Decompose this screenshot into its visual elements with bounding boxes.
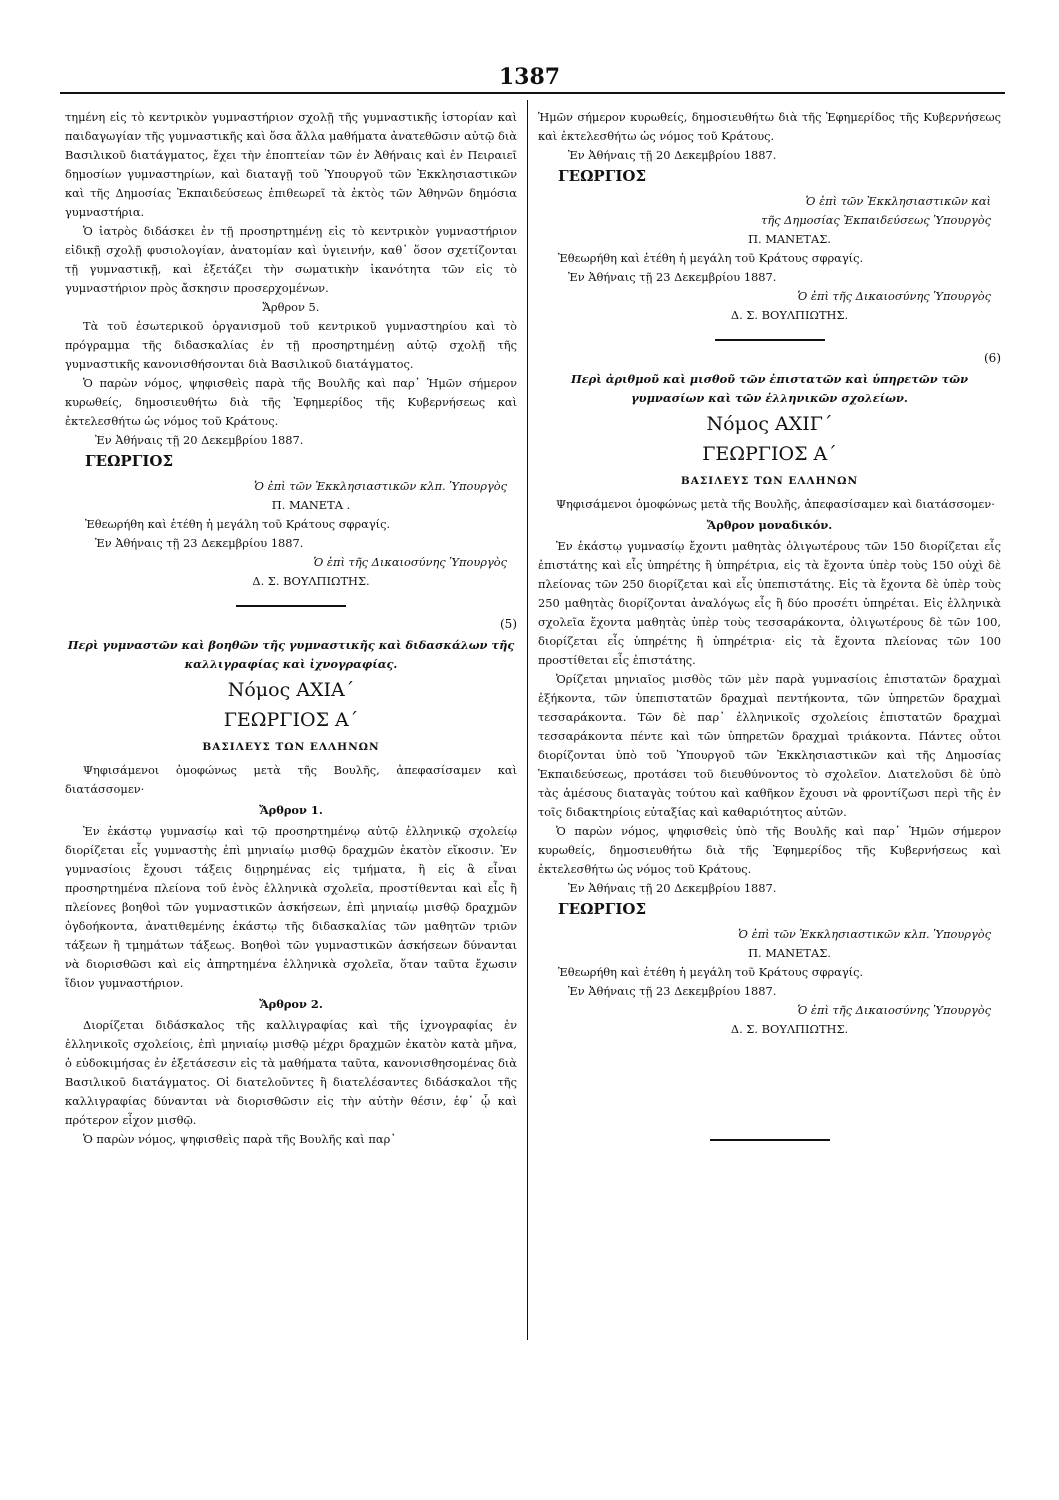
seal-line: Ἐθεωρήθη καὶ ἐτέθη ἡ μεγάλη τοῦ Κράτους σφραγίς.	[85, 517, 391, 531]
article-text-salaries: Ὁρίζεται μηνιαῖος μισθὸς τῶν μὲν παρὰ γυμνασίοις ἐπιστατῶν δραχμαὶ ἑξήκοντα, τῶν ὑπεπιστατῶν δραχμαὶ πεντήκοντα, τῶν ὑπηρετῶν δραχμαὶ τεσσαράκοντα. Τῶν δὲ παρ᾽ ἑλληνικοῖς σχολείοις ἐπιστατῶν δραχμαὶ τεσσαράκοντα πέντε καὶ τῶν ὑπηρετῶν δραχμαὶ τριάκοντα. Πάντες οὗτοι διορίζονται ὑπὸ τοῦ Ὑπουργοῦ τῶν Ἐκκλησιαστικῶν καὶ τῆς Δημοσίας Ἐκπαιδεύσεως, προτάσει τοῦ διευθύνοντος τὸ σχολεῖον. Διατελοῦσι δὲ ὑπὸ τὰς ἀμέσους διαταγὰς τούτου καὶ καθῆκον ἔχουσι νὰ φροντίζωσι περὶ τῆς ἐν τοῖς διδακτηρίοις εὐταξίας καὶ καθαριότητος αὐτῶν.	[538, 672, 1001, 819]
minister-name: Π. ΜΑΝΕΤΑΣ.	[748, 232, 831, 246]
justice-minister-title: Ὁ ἐπὶ τῆς Δικαιοσύνης Ὑπουργὸς	[797, 289, 991, 303]
law-number: Νόμος ΑΧΙΑ΄	[227, 679, 355, 701]
seal-line: Ἐθεωρήθη καὶ ἐτέθη ἡ μεγάλη τοῦ Κράτους σφραγίς.	[558, 251, 864, 265]
minister-name: Π. ΜΑΝΕΤΑΣ.	[748, 946, 831, 960]
continuation-paragraph: Ἡμῶν σήμερον κυρωθείς, δημοσιευθήτω διὰ τῆς Ἐφημερίδος τῆς Κυβερνήσεως καὶ ἐκτελεσθήτω ὡς νόμος τοῦ Κράτους.	[538, 110, 1001, 143]
intro-paragraph: τημένη εἰς τὸ κεντρικὸν γυμναστήριον σχολῇ τῆς γυμναστικῆς ἱστορίαν καὶ παιδαγωγίαν τῆς γυμναστικῆς καὶ ὅσα ἄλλα μαθήματα ἀνατεθῶσιν αὐτῷ διὰ Βασιλικοῦ διατάγματος, ἔχει τὴν ἐποπτείαν τῶν ἐν Ἀθήναις καὶ ἐν Πειραιεῖ δημοσίων γυμναστηρίων, καὶ διαταγῇ τοῦ Ὑπουργοῦ τῶν Ἐκκλησιαστικῶν καὶ τῆς Δημοσίας Ἐκπαιδεύσεως ἐπιθεωρεῖ τὰ ἐκτὸς τῶν Ἀθηνῶν δημόσια γυμναστήρια.	[65, 110, 517, 219]
note-number: (5)	[500, 617, 517, 631]
article-1-text: Ἐν ἑκάστῳ γυμνασίῳ καὶ τῷ προσηρτημένῳ αὐτῷ ἑλληνικῷ σχολείῳ διορίζεται εἷς γυμναστὴς ἐπὶ μηνιαίῳ μισθῷ δραχμῶν ἑκατὸν εἴκοσιν. Ἐν γυμνασίοις ἔχουσι τάξεις διῃρημένας εἰς τμήματα, ἢ εἰς ἃ εἶναι προσηρτημένα πλείονα τοῦ ἑνὸς ἑλληνικὰ σχολεῖα, προστίθενται καὶ εἷς ἢ πλείονες βοηθοὶ τῶν γυμναστικῶν ἀσκήσεων, ἐπὶ μηνιαίῳ μισθῷ δραχμῶν ὀγδοήκοντα, ἀνατιθεμένης ἑκάστῳ τῆς διδασκαλίας τῶν μαθητῶν τριῶν τάξεων ἢ τμημάτων τάξεως. Βοηθοὶ τῶν γυμναστικῶν ἀσκήσεων δύνανται νὰ διορισθῶσι καὶ εἰς ἀπηρτημένα ἑλληνικὰ σχολεῖα, ὅταν ταῦτα ἔχωσιν ἴδιον γυμναστήριον.	[65, 824, 517, 990]
note-number: (6)	[984, 351, 1001, 365]
minister-title: Ὁ ἐπὶ τῶν Ἐκκλησιαστικῶν καὶ	[805, 194, 991, 208]
date-line: Ἐν Ἀθήναις τῇ 20 Δεκεμβρίου 1887.	[568, 148, 777, 162]
justice-minister-name: Δ. Σ. ΒΟΥΛΠΙΩΤΗΣ.	[252, 574, 370, 588]
law-topic: Περὶ γυμναστῶν καὶ βοηθῶν τῆς γυμναστικῆς καὶ διδασκάλων τῆς καλλιγραφίας καὶ ἰχνογραφίας.	[67, 638, 515, 671]
preamble: Ψηφισάμενοι ὁμοφώνως μετὰ τῆς Βουλῆς, ἀπεφασίσαμεν καὶ διατάσσομεν·	[556, 497, 995, 511]
date-line: Ἐν Ἀθήναις τῇ 23 Δεκεμβρίου 1887.	[568, 984, 777, 998]
date-line: Ἐν Ἀθήναις τῇ 20 Δεκεμβρίου 1887.	[95, 433, 304, 447]
physician-paragraph: Ὁ ἰατρὸς διδάσκει ἐν τῇ προσηρτημένῃ εἰς τὸ κεντρικὸν γυμναστήριον εἰδικῇ σχολῇ φυσιολογίαν, ἀνατομίαν καὶ ὑγιεινήν, καθ᾽ ὅσον σχετίζονται τῇ γυμναστικῇ, καὶ ἐξετάζει τὴν σωματικὴν ἱκανότητα τῶν εἰς τὸ γυμναστήριον πρὸς ἄσκησιν προσερχομένων.	[65, 224, 517, 295]
header-rule	[60, 92, 1005, 94]
page-number: 1387	[498, 64, 561, 90]
king-signature: ΓΕΩΡΓΙΟΣ	[558, 167, 647, 185]
justice-minister-name: Δ. Σ. ΒΟΥΛΠΙΩΤΗΣ.	[730, 308, 849, 322]
law-number: Νόμος ΑΧΙΓ΄	[706, 413, 833, 435]
preamble: Ψηφισάμενοι ὁμοφώνως μετὰ τῆς Βουλῆς, ἀπεφασίσαμεν καὶ διατάσσομεν·	[65, 763, 517, 796]
justice-minister-name: Δ. Σ. ΒΟΥΛΠΙΩΤΗΣ.	[730, 1022, 849, 1036]
section-separator	[715, 339, 825, 341]
minister-title: τῆς Δημοσίας Ἐκπαιδεύσεως Ὑπουργὸς	[761, 213, 991, 227]
article-single-heading: Ἄρθρον μοναδικόν.	[706, 518, 833, 532]
king-title: ΓΕΩΡΓΙΟΣ Α΄	[223, 709, 359, 731]
king-subtitle: ΒΑΣΙΛΕΥΣ ΤΩΝ ΕΛΛΗΝΩΝ	[680, 475, 859, 487]
right-column	[538, 108, 1001, 1149]
law-topic: Περὶ ἀριθμοῦ καὶ μισθοῦ τῶν ἐπιστατῶν καὶ ὑπηρετῶν τῶν γυμνασίων καὶ τῶν ἑλληνικῶν σχολείων.	[570, 372, 969, 405]
article-1-heading: Ἄρθρον 1.	[259, 803, 323, 817]
article-2-text: Διορίζεται διδάσκαλος τῆς καλλιγραφίας καὶ τῆς ἰχνογραφίας ἐν ἑλληνικοῖς σχολείοις, ἐπὶ μηνιαίῳ μισθῷ μέχρι δραχμῶν ἑκατὸν κατὰ μῆνα, ὁ εὐδοκιμήσας ἐν ἐξετάσεσιν εἰς τὰ μαθήματα ταῦτα, κανονισθησομένας διὰ Βασιλικοῦ διατάγματος. Οἱ διατελοῦντες ἢ διατελέσαντες διδάσκαλοι τῆς καλλιγραφίας δύνανται νὰ διορισθῶσιν εἰς τὴν αὐτὴν θέσιν, ἐφ᾽ ᾧ καὶ πρότερον εἶχον μισθῷ.	[65, 1018, 517, 1127]
end-separator	[710, 1139, 830, 1141]
king-signature: ΓΕΩΡΓΙΟΣ	[85, 452, 174, 470]
king-subtitle: ΒΑΣΙΛΕΥΣ ΤΩΝ ΕΛΛΗΝΩΝ	[202, 741, 380, 753]
minister-title: Ὁ ἐπὶ τῶν Ἐκκλησιαστικῶν κλπ. Ὑπουργὸς	[254, 479, 507, 493]
article-text-staff: Ἐν ἑκάστῳ γυμνασίῳ ἔχοντι μαθητὰς ὀλιγωτέρους τῶν 150 διορίζεται εἷς ἐπιστάτης καὶ εἷς ὑπηρέτης ἢ ὑπηρέτρια, εἰς τὰ ἔχοντα ὑπὲρ τοὺς 150 οὐχὶ δὲ πλείονας τῶν 250 διορίζεται καὶ εἷς ὑπεπιστάτης. Εἰς τὰ ἔχοντα δὲ ὑπὲρ τοὺς 250 μαθητὰς διορίζονται ἀναλόγως εἷς ἢ δύο προσέτι ὑπηρέται. Εἰς ἑλληνικὰ σχολεῖα ἔχοντα μαθητὰς ὑπὲρ τοὺς τεσσαράκοντα, ὀλιγωτέρους δὲ τῶν 100, διορίζεται εἷς ὑπηρέτης ἢ ὑπηρέτρια· εἰς τὰ ἔχοντα πλείονας τῶν 100 προστίθεται εἷς ἐπιστάτης.	[538, 539, 1001, 667]
closing-line: Ὁ παρὼν νόμος, ψηφισθεὶς παρὰ τῆς Βουλῆς καὶ παρ᾽	[83, 1132, 396, 1146]
king-title: ΓΕΩΡΓΙΟΣ Α΄	[702, 443, 837, 465]
publication-clause: Ὁ παρὼν νόμος, ψηφισθεὶς παρὰ τῆς Βουλῆς καὶ παρ᾽ Ἡμῶν σήμερον κυρωθείς, δημοσιευθήτω διὰ τῆς Ἐφημερίδος τῆς Κυβερνήσεως καὶ ἐκτελεσθήτω ὡς νόμος τοῦ Κράτους.	[65, 376, 517, 428]
justice-minister-title: Ὁ ἐπὶ τῆς Δικαιοσύνης Ὑπουργὸς	[797, 1003, 991, 1017]
justice-minister-title: Ὁ ἐπὶ τῆς Δικαιοσύνης Ὑπουργὸς	[313, 555, 507, 569]
king-signature: ΓΕΩΡΓΙΟΣ	[558, 900, 647, 918]
minister-name: Π. ΜΑΝΕΤΑ .	[271, 498, 351, 512]
section-separator	[236, 605, 346, 607]
minister-title: Ὁ ἐπὶ τῶν Ἐκκλησιαστικῶν κλπ. Ὑπουργὸς	[738, 927, 991, 941]
date-line: Ἐν Ἀθήναις τῇ 20 Δεκεμβρίου 1887.	[568, 881, 777, 895]
article-5-heading: Ἄρθρον 5.	[262, 300, 320, 314]
left-column	[65, 108, 517, 1149]
publication-clause: Ὁ παρὼν νόμος, ψηφισθεὶς ὑπὸ τῆς Βουλῆς καὶ παρ᾽ Ἡμῶν σήμερον κυρωθείς, δημοσιευθήτω διὰ τῆς Ἐφημερίδος τῆς Κυβερνήσεως καὶ ἐκτελεσθήτω ὡς νόμος τοῦ Κράτους.	[538, 824, 1001, 876]
date-line: Ἐν Ἀθήναις τῇ 23 Δεκεμβρίου 1887.	[95, 536, 304, 550]
article-5-text: Τὰ τοῦ ἐσωτερικοῦ ὀργανισμοῦ τοῦ κεντρικοῦ γυμναστηρίου καὶ τὸ πρόγραμμα τῆς διδασκαλίας ἐν τῇ προσηρτημένῃ αὐτῷ σχολῇ τῆς γυμναστικῆς κανονισθήσονται διὰ Βασιλικοῦ διατάγματος.	[65, 319, 517, 371]
article-2-heading: Ἄρθρον 2.	[259, 997, 323, 1011]
column-divider	[527, 100, 528, 1340]
seal-line: Ἐθεωρήθη καὶ ἐτέθη ἡ μεγάλη τοῦ Κράτους σφραγίς.	[558, 965, 864, 979]
date-line: Ἐν Ἀθήναις τῇ 23 Δεκεμβρίου 1887.	[568, 270, 777, 284]
